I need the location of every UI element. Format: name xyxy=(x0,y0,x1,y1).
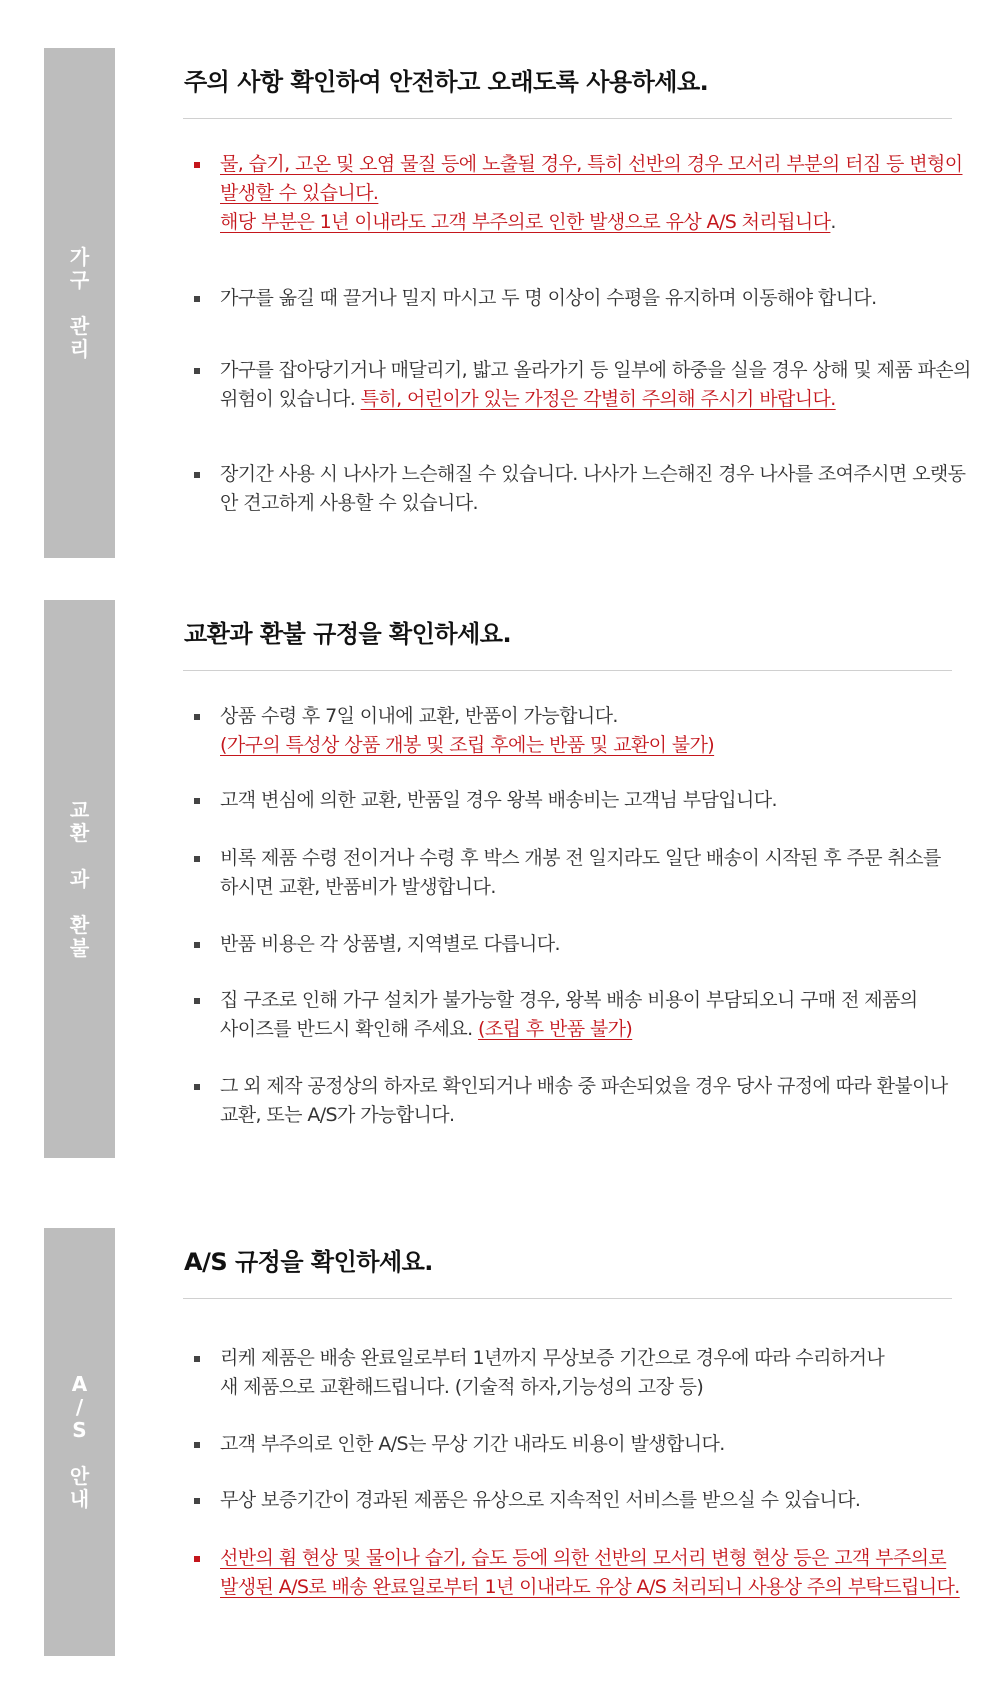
item-text xyxy=(220,1344,954,1402)
bullet-square-icon xyxy=(194,1442,200,1448)
side-bar-as-guide xyxy=(44,1228,115,1656)
text-line xyxy=(220,150,963,179)
text-line xyxy=(220,208,954,237)
section-title: A/S 규정을 확인하세요. xyxy=(184,1248,433,1276)
text-line xyxy=(220,179,954,208)
body-text: 장기간 사용 시 나사가 느슨해질 수 있습니다. 나사가 느슨해진 경우 나사를 조여주시면 오랫동 xyxy=(220,463,966,485)
text-line xyxy=(220,1573,960,1602)
emphasis-text: 발생할 수 있습니다. xyxy=(220,182,379,204)
section-furniture-care xyxy=(0,48,1000,558)
emphasis-text: (가구의 특성상 상품 개봉 및 조립 후에는 반품 및 교환이 불가) xyxy=(220,734,715,756)
text-line xyxy=(220,1544,954,1573)
bullet-square-icon xyxy=(194,296,200,302)
text-line xyxy=(220,1072,954,1101)
list-item xyxy=(184,1544,960,1602)
section-exchange-refund xyxy=(0,600,1000,1158)
side-bar-furniture-care xyxy=(44,48,115,558)
text-line xyxy=(220,385,954,414)
bullet-square-icon xyxy=(194,162,200,168)
body-text: 그 외 제작 공정상의 하자로 확인되거나 배송 중 파손되었을 경우 당사 규정에 따라 환불이나 xyxy=(220,1075,948,1097)
bullet-square-icon xyxy=(194,798,200,804)
body-text: 리케 제품은 배송 완료일로부터 1년까지 무상보증 기간으로 경우에 따라 수리하거나 xyxy=(220,1347,885,1369)
list-item xyxy=(184,356,971,414)
item-text xyxy=(220,1430,954,1459)
side-label: 교 환 과 환 불 xyxy=(69,797,90,960)
text-line xyxy=(220,1373,954,1402)
list-item xyxy=(184,930,954,959)
text-line xyxy=(220,1101,954,1130)
body-text: 새 제품으로 교환해드립니다. (기술적 하자,기능성의 고장 등) xyxy=(220,1376,704,1398)
list-item xyxy=(184,1430,954,1459)
text-line xyxy=(220,986,954,1015)
item-text xyxy=(220,1486,954,1515)
bullet-square-icon xyxy=(194,942,200,948)
text-line xyxy=(220,460,966,489)
body-text: 고객 부주의로 인한 A/S는 무상 기간 내라도 비용이 발생합니다. xyxy=(220,1433,725,1455)
text-line xyxy=(220,786,954,815)
bullet-square-icon xyxy=(194,472,200,478)
item-text xyxy=(220,1544,960,1602)
emphasis-text: 선반의 휨 현상 및 물이나 습기, 습도 등에 의한 선반의 모서리 변형 현상 등은 고객 부주의로 xyxy=(220,1547,947,1569)
item-text xyxy=(220,1072,954,1130)
item-text xyxy=(220,150,963,237)
section-title: 교환과 환불 규정을 확인하세요. xyxy=(184,620,512,648)
bullet-square-icon xyxy=(194,1556,200,1562)
emphasis-text: 물, 습기, 고온 및 오염 물질 등에 노출될 경우, 특히 선반의 경우 모서리 부분의 터짐 등 변형이 xyxy=(220,153,963,175)
title-divider xyxy=(183,1298,952,1299)
section-as-guide xyxy=(0,1228,1000,1656)
body-text: 무상 보증기간이 경과된 제품은 유상으로 지속적인 서비스를 받으실 수 있습니다. xyxy=(220,1489,861,1511)
list-item xyxy=(184,1072,954,1130)
body-text: 사이즈를 반드시 확인해 주세요. xyxy=(220,1018,479,1040)
list-item xyxy=(184,460,966,518)
side-label: 가 구 관 리 xyxy=(69,244,90,361)
list-item xyxy=(184,844,954,902)
text-line xyxy=(220,1430,954,1459)
body-text: . xyxy=(830,211,836,233)
item-text xyxy=(220,986,954,1044)
item-text xyxy=(220,284,954,313)
body-text: 하시면 교환, 반품비가 발생합니다. xyxy=(220,876,496,898)
section-content xyxy=(184,58,971,514)
text-line xyxy=(220,489,954,518)
title-divider xyxy=(183,118,952,119)
emphasis-text: (조립 후 반품 불가) xyxy=(478,1018,633,1040)
body-text: 교환, 또는 A/S가 가능합니다. xyxy=(220,1104,455,1126)
text-line xyxy=(220,873,954,902)
list-item xyxy=(184,986,954,1044)
text-line xyxy=(220,844,954,873)
body-text: 안 견고하게 사용할 수 있습니다. xyxy=(220,492,479,514)
item-text xyxy=(220,786,954,815)
bullet-square-icon xyxy=(194,368,200,374)
list-item xyxy=(184,702,954,760)
emphasis-text: 발생된 A/S로 배송 완료일로부터 1년 이내라도 유상 A/S 처리되니 사용상 주의 부탁드립니다. xyxy=(220,1576,960,1598)
list-item xyxy=(184,1486,954,1515)
text-line xyxy=(220,1015,954,1044)
bullet-square-icon xyxy=(194,1498,200,1504)
body-text: 가구를 잡아당기거나 매달리기, 밟고 올라가기 등 일부에 하중을 실을 경우 상해 및 제품 파손의 xyxy=(220,359,971,381)
side-label: A / S 안 내 xyxy=(69,1372,90,1511)
bullet-square-icon xyxy=(194,856,200,862)
item-text xyxy=(220,460,966,518)
section-title: 주의 사항 확인하여 안전하고 오래도록 사용하세요. xyxy=(184,68,709,96)
section-content xyxy=(184,610,952,1126)
item-text xyxy=(220,844,954,902)
body-text: 가구를 옮길 때 끌거나 밀지 마시고 두 명 이상이 수평을 유지하며 이동해야 합니다. xyxy=(220,287,877,309)
item-text xyxy=(220,356,971,414)
body-text: 상품 수령 후 7일 이내에 교환, 반품이 가능합니다. xyxy=(220,705,618,727)
list-item xyxy=(184,1344,954,1402)
bullet-square-icon xyxy=(194,998,200,1004)
list-item xyxy=(184,150,963,237)
body-text: 집 구조로 인해 가구 설치가 불가능할 경우, 왕복 배송 비용이 부담되오니 구매 전 제품의 xyxy=(220,989,918,1011)
text-line xyxy=(220,1344,954,1373)
bullet-square-icon xyxy=(194,1084,200,1090)
title-divider xyxy=(183,670,952,671)
bullet-square-icon xyxy=(194,1356,200,1362)
section-content xyxy=(184,1238,960,1598)
body-text: 위험이 있습니다. xyxy=(220,388,361,410)
body-text: 반품 비용은 각 상품별, 지역별로 다릅니다. xyxy=(220,933,560,955)
bullet-square-icon xyxy=(194,714,200,720)
body-text: 고객 변심에 의한 교환, 반품일 경우 왕복 배송비는 고객님 부담입니다. xyxy=(220,789,777,811)
item-text xyxy=(220,702,954,760)
item-text xyxy=(220,930,954,959)
side-bar-exchange-refund xyxy=(44,600,115,1158)
body-text: 비록 제품 수령 전이거나 수령 후 박스 개봉 전 일지라도 일단 배송이 시작된 후 주문 취소를 xyxy=(220,847,941,869)
text-line xyxy=(220,702,954,731)
list-item xyxy=(184,786,954,815)
text-line xyxy=(220,1486,954,1515)
text-line xyxy=(220,930,954,959)
text-line xyxy=(220,284,954,313)
emphasis-text: 해당 부분은 1년 이내라도 고객 부주의로 인한 발생으로 유상 A/S 처리됩니다 xyxy=(220,211,831,233)
emphasis-text: 특히, 어린이가 있는 가정은 각별히 주의해 주시기 바랍니다. xyxy=(360,388,836,410)
list-item xyxy=(184,284,954,313)
text-line xyxy=(220,356,971,385)
text-line xyxy=(220,731,954,760)
